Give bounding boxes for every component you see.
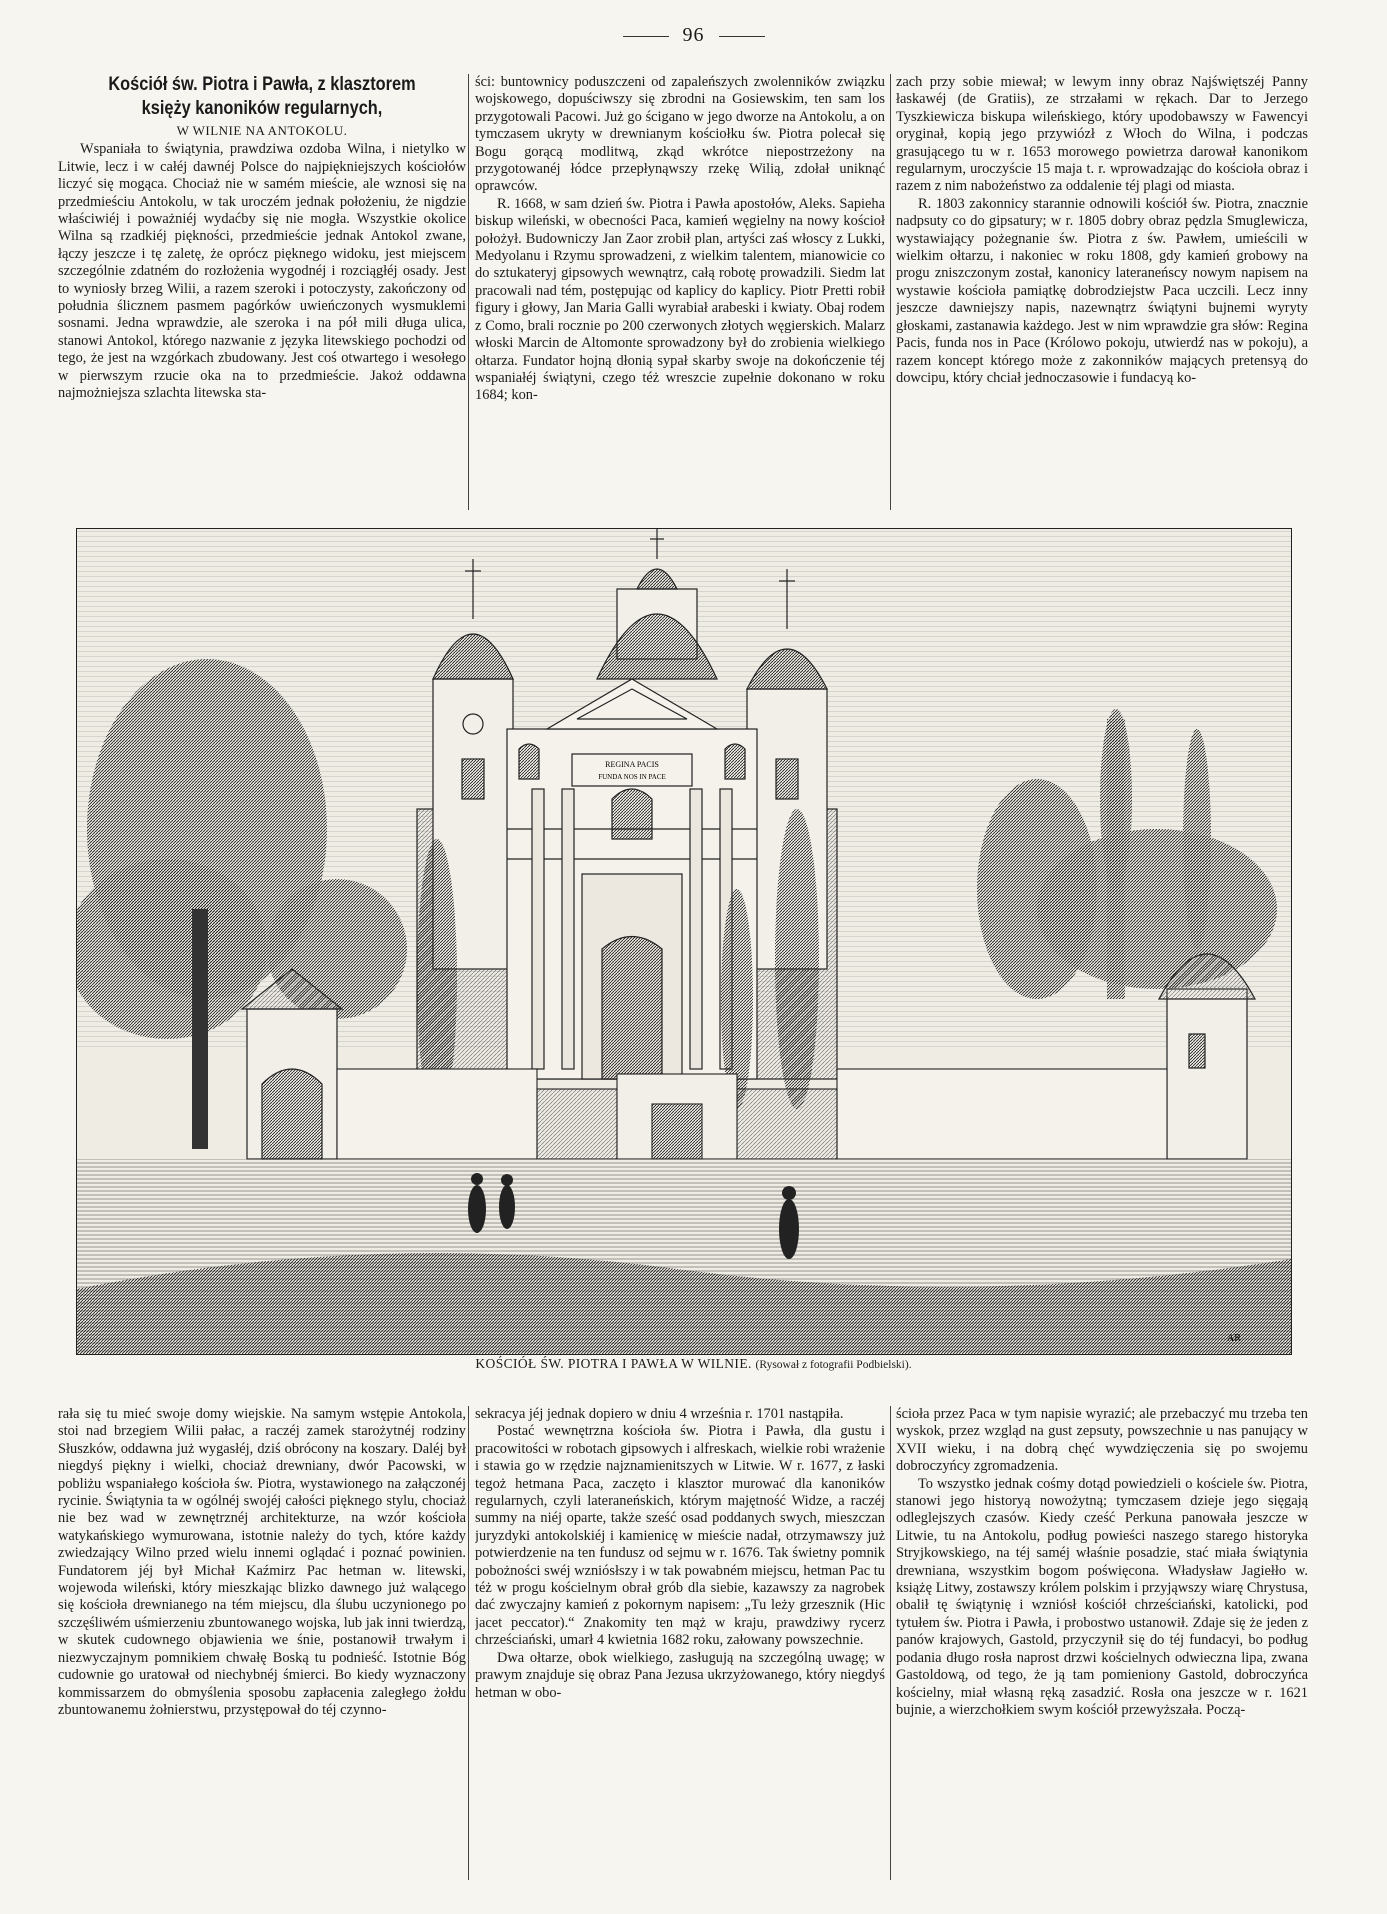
paragraph: ści: buntownicy poduszczeni od zapaleńszych zwolenników związku wojskowego, dopuściwszy się zbrodni na Gosiewskim, ten sam los przygotowali Pacowi. Już go ścigano w jego dworze na Antokolu, a on tymczasem ukryty w drewnianym kościołku św. Piotra polecał się Bogu gorącą modlitwą, zkąd wkrótce niepostrzeżony na przygotowanéj łódce przepłynąwszy rzekę Wilią, zdołał uniknąć oprawców.: [475, 74, 885, 195]
illustration-caption: [0, 1356, 1387, 1372]
paragraph: R. 1668, w sam dzień św. Piotra i Pawła apostołów, Aleks. Sapieha biskup wileński, w obecności Paca, kamień węgielny na nowy kościoł położył. Budowniczy Jan Zaor zrobił plan, artyści zaś włoscy z Lukki, Medyolanu i Rzymu sprowadzeni, z wielkim talentem, mianowicie co do sztukateryj gipsowych wewnątrz, całą robotę prowadzili. Siedm lat pracowali nad tém, postępując od kaplicy do kaplicy. Piotr Pretti robił figury i głowy, Jan Maria Galli wyrabiał arabeski i kwiaty. Obaj rodem z Como, brali rocznie po 200 czerwonych złotych węgierskich. Malarz włoski Marcin de Altomonte sprowadzony był do zrobienia wielkiego ołtarza. Fundator hojną dłonią sypał skarby swoje na dokończenie téj wspaniałéj świątyni, czego téż wreszcie zupełnie dokonano w roku 1684; kon-: [475, 195, 885, 404]
paragraph: ścioła przez Paca w tym napisie wyrazić; ale przebaczyć mu trzeba ten wyskok, przez wzgląd na gust zepsuty, powszechnie u nas panujący w XVII wieku, i na dobrą chęć wywdzięczenia się po swojemu dobroczyńcy zgromadzenia.: [896, 1406, 1308, 1475]
article-title-line-1: Kościół św. Piotra i Pawła, z klasztorem: [108, 74, 416, 95]
facade-inscription-line-1: REGINA PACIS: [605, 760, 659, 769]
column-divider: [468, 74, 469, 510]
page-number: [0, 24, 1387, 47]
paragraph: zach przy sobie miewał; w lewym inny obraz Najświętszéj Panny łaskawéj (de Gratiis), ze strzałami w rękach. Dar to Jerzego Tyszkiewicza biskupa wileńskiego, który upodobawszy w Fawencyi oryginał, kopią jego przywiózł z Włoch do Wilna, i podczas grasującego tu w r. 1653 morowego powietrza darował kanonikom regularnym, uroczyście 15 maja t. r. wprowadzając do kościoła obraz i razem z nim nabożeństwo za oddalenie téj plagi od miasta.: [896, 74, 1308, 195]
article-subtitle: W WILNIE NA ANTOKOLU.: [176, 123, 348, 138]
paragraph: Wspaniała to świątynia, prawdziwa ozdoba Wilna, i nietylko w Litwie, lecz i w całéj dawnéj Polsce do najpiękniejszych kościołów liczyć się mogąca. Chociaż nie w samém mieście, ale wznosi się na przedmieściu Antokolu, w tak uroczém jednak położeniu, że nigdzie właściwiéj i poważniéj wydaćby się nie mogła. Wszystkie okolice Wilna są rzadkiéj piękności, przedmieście jednak Antokol zwane, łączy jeszcze i tę zaletę, że oprócz pięknego widoku, jest miejscem szczególnie zdatném do rozłożenia wygodnéj i rozciągłéj osady. Jest to wyniosły brzeg Wilii, a razem szeroki i potoczysty, zakończony od południa ślicznem pasmem pagórków uwieńczonych wysmuklemi sosnami. Jedna wprawdzie, ale szeroka i na pół mili długa ulica, stanowi Antokol, którego nazwanie z języka litewskiego pochodzi od tego, że jest na wzgórkach zbudowany. Jest coś otwartego i wesołego w pierwszym rzucie oka na to przedmieście. Jakoż oddawna najmożniejsza szlachta litewska sta-: [58, 141, 466, 402]
domed-chapel: [1159, 954, 1255, 1159]
paragraph: sekracya jéj jednak dopiero w dniu 4 września r. 1701 nastąpiła.: [475, 1406, 844, 1422]
page-number-dash-right: [719, 36, 765, 37]
caption-title: KOŚCIÓŁ ŚW. PIOTRA I PAWŁA W WILNIE.: [475, 1356, 752, 1371]
engraver-signature: AR: [1227, 1333, 1241, 1344]
paragraph: To wszystko jednak cośmy dotąd powiedzieli o kościele św. Piotra, stanowi jego historyą nowożytną; tymczasem dzieje jego sięgają odleglejszych czasów. Kiedy cześć Perkuna panowała jeszcze w Litwie, tu na Antokolu, podług powieści naszego starego historyka Stryjkowskiego, na téj saméj właśnie posadzie, stać miała świątynia drewniana, wszystkim bogom poświęcona. Władysław Jagiełło w. książę Litwy, zostawszy królem polskim i przyjąwszy wiarę Chrystusa, obalił tę świątynię i wzniósł kościół chrześciański, katolicki, pod tytułem św. Piotra i Pawła, i probostwo ustanowił. Zdaje się że jeden z panów krajowych, Gastold, przyczynił się do téj fundacyi, bo podług podania długo rosła naprost drzwi kościelnych odwieczna lipa, zwana Gastoldową, od tego, że ją tam pomieniony Gastold, dobroczyńca kościelny, miał własną ręką zasadzić. Rosła ona jeszcze w r. 1621 bujnie, a wierzchołkiem swym kościół przewyższała. Począ-: [896, 1475, 1308, 1718]
facade-inscription-line-2: FUNDA NOS IN PACE: [598, 773, 666, 781]
paragraph: rała się tu mieć swoje domy wiejskie. Na samym wstępie Antokola, stoi nad brzegiem Wilii pałac, a raczéj zamek starożytnéj rodziny Słuszków, oddawna już wygasłéj, dziś obrócony na koszary. Daléj był niegdyś piękny i wielki, chociaż drewniany, dwór Pacowski, w pobliżu wspaniałego kościoła św. Piotra, wystawionego na załączonéj rycinie. Świątynia ta w ogólnéj swojéj całości pięknego stylu, chociaż nie bez wad w zewnętrznéj architekturze, na wzór kościoła watykańskiego wymurowana, istotnie należy do tych, które każdy zwiedzający Wilno przed wielu innemi oglądać i poznać powinien. Fundatorem jéj był Michał Kaźmirz Pac hetman w. litewski, wojewoda wileński, który mieszkając blizko dawnego już walącego się kościoła drewnianego na tém miejscu, dla ślubu uczynionego po szczęśliwém uśmierzeniu zbuntowanego wojska, lub jak inni twierdzą, w skutek cudownego objawienia we śnie, postanowił trwałym i niezwyczajnym pomnikiem chwałę Boską tu podnieść. Istotnie Bóg cudownie go uratował od niechybnéj śmierci. Bo kiedy wyznaczony kommissarzem do obmyślenia sposobu zapłacenia zaległego żołdu zbuntowanemu żołnierstwu, przystępował do téj czynno-: [58, 1406, 466, 1718]
paragraph: Postać wewnętrzna kościoła św. Piotra i Pawła, dla gustu i pracowitości w robotach gipsowych i alfreskach, wielkie robi wrażenie i stawia go w rzędzie najznamienitszych w Litwie. W r. 1677, z łaski tegoż hetmana Paca, zaczęto i klasztor murować dla kanoników regularnych, czyli lateraneńskich, którym majętność Widze, a raczéj summy na niéj oparte, także sześć osad poddanych swych, mieszczan juryzdyki antokolskiéj i kamienicę w mieście nadał, otrzymawszy już potwierdzenie na ten fundusz od sejmu w r. 1676. Tak świetny pomnik pobożności swéj wzniósłszy i w tak powabném miejscu, hetman Pac tu téż w progu kościelnym obrał grób dla siebie, kazawszy za nagrobek dać zwyczajny kamień z pokornym napisem: „Tu leży grzesznik (Hic jacet peccator).“ Znakomity ten mąż w kraju, prawdziwy rycerz chrześciański, umarł 4 kwietnia 1682 roku, załowany powszechnie.: [475, 1423, 885, 1649]
column-divider: [890, 74, 891, 510]
column-2-bottom: [475, 1406, 885, 1880]
paragraph: R. 1803 zakonnicy starannie odnowili kościół św. Piotra, znacznie nadpsuty co do gipsatury; w r. 1805 dobry obraz pędzla Smuglewicza, wystawiający pożegnanie św. Piotra z św. Pawłem, umieścili w wielkim ołtarzu, i nakoniec w roku 1808, gdy kamień grobowy na progu zniszczonym został, kanonicy lateraneńscy nowym napisem na wystawie kościoła pamiątkę dobrodziejstw Paca uczcili. Lecz inny jeszcze dawniejszy napis, nazewnątrz świątyni bujnemi wyryty głoskami, zastanawia każdego. Jest w nim wprawdzie gra słów: Regina Pacis, funda nos in Pace (Królowo pokoju, utwierdź nas w pokoju), a razem koncept którego może z zakonników mających pretensyą do dowcipu, który chciał jednoczasowie i fundacyą ko-: [896, 195, 1308, 386]
page-number-dash-left: [623, 36, 669, 37]
enclosure-wall: [337, 1069, 1167, 1159]
church-engraving: [76, 528, 1292, 1355]
column-3-top: [896, 74, 1308, 510]
paragraph: Dwa ołtarze, obok wielkiego, zasługują na szczególną uwagę; w prawym znajduje się obraz Pana Jezusa ukrzyżowanego, który niegdyś hetman w obo-: [475, 1649, 885, 1701]
column-2-top: [475, 74, 885, 510]
gate-chapel: [242, 969, 342, 1159]
column-divider: [890, 1406, 891, 1880]
caption-credit: (Rysował z fotografii Podbielski).: [755, 1359, 912, 1371]
column-divider: [468, 1406, 469, 1880]
article-title-line-2: księży kanoników regularnych,: [141, 98, 383, 119]
column-1-top: [58, 74, 466, 510]
column-1-bottom: [58, 1406, 466, 1880]
page-number-text: 96: [682, 24, 705, 46]
church-engraving-svg: [77, 529, 1291, 1354]
column-3-bottom: [896, 1406, 1308, 1880]
